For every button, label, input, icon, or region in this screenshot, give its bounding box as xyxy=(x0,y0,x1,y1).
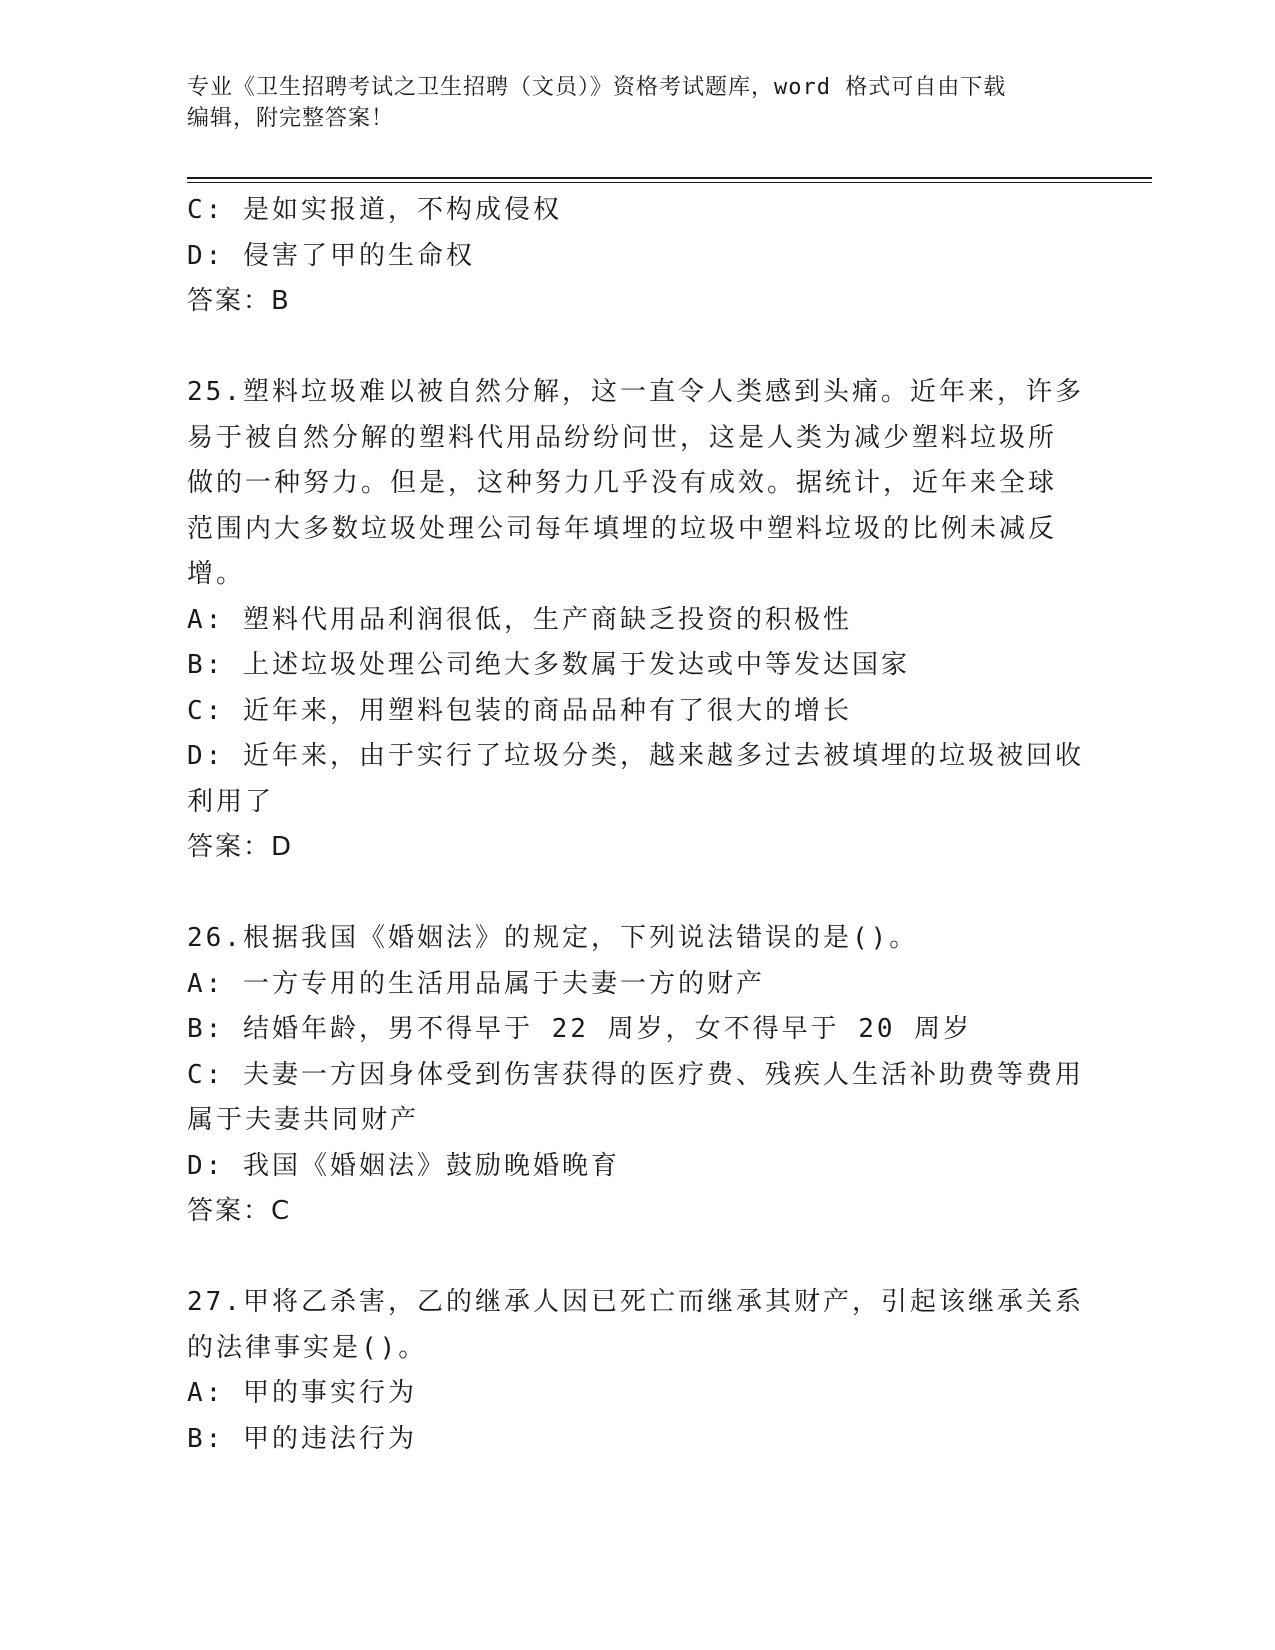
option-b: B: 甲的违法行为 xyxy=(187,1423,417,1454)
header-line-2: 编辑，附完整答案！ xyxy=(187,106,395,131)
header-line-1: 专业《卫生招聘考试之卫生招聘（文员）》资格考试题库，word 格式可自由下载 xyxy=(187,75,1007,100)
header-divider-thin xyxy=(187,182,1152,183)
question-25 xyxy=(187,370,1087,871)
question-stem-line: 的法律事实是()。 xyxy=(187,1332,428,1363)
answer-line: 答案：C xyxy=(187,1196,292,1226)
option-c: C: 近年来，用塑料包装的商品品种有了很大的增长 xyxy=(187,695,852,726)
option-a: A: 甲的事实行为 xyxy=(187,1378,417,1408)
question-stem-line: 做的一种努力。但是，这种努力几乎没有成效。据统计，近年来全球 xyxy=(187,468,1058,498)
answer-line: 答案：B xyxy=(187,286,291,316)
option-a: A: 塑料代用品利润很低，生产商缺乏投资的积极性 xyxy=(187,604,852,635)
option-b: B: 上述垃圾处理公司绝大多数属于发达或中等发达国家 xyxy=(187,650,910,680)
option-b: B: 结婚年龄，男不得早于 22 周岁，女不得早于 20 周岁 xyxy=(187,1014,973,1044)
header-divider-thick xyxy=(187,177,1152,179)
question-26 xyxy=(187,916,1087,1235)
question-content xyxy=(187,188,1087,1462)
option-d: D: 我国《婚姻法》鼓励晚婚晚育 xyxy=(187,1150,620,1181)
document-header xyxy=(187,72,1067,134)
option-c-continued: 属于夫妻共同财产 xyxy=(187,1105,420,1135)
spacer xyxy=(187,871,1087,917)
option-d: D: 侵害了甲的生命权 xyxy=(187,240,475,271)
question-stem-line: 易于被自然分解的塑料代用品纷纷问世，这是人类为减少塑料垃圾所 xyxy=(187,422,1058,453)
question-stem-line: 增。 xyxy=(187,559,246,589)
option-d-continued: 利用了 xyxy=(187,786,275,817)
question-stem-line: 27.甲将乙杀害，乙的继承人因已死亡而继承其财产，引起该继承关系 xyxy=(187,1287,1084,1317)
question-27 xyxy=(187,1280,1087,1462)
option-a: A: 一方专用的生活用品属于夫妻一方的财产 xyxy=(187,968,765,999)
question-stem-line: 25.塑料垃圾难以被自然分解，这一直令人类感到头痛。近年来，许多 xyxy=(187,377,1084,407)
question-24-tail xyxy=(187,188,1087,325)
option-c: C: 是如实报道，不构成侵权 xyxy=(187,195,562,225)
question-stem-line: 范围内大多数垃圾处理公司每年填埋的垃圾中塑料垃圾的比例未减反 xyxy=(187,513,1058,544)
option-d: D: 近年来，由于实行了垃圾分类，越来越多过去被填埋的垃圾被回收 xyxy=(187,741,1084,771)
option-c: C: 夫妻一方因身体受到伤害获得的医疗费、残疾人生活补助费等费用 xyxy=(187,1059,1084,1090)
spacer xyxy=(187,325,1087,371)
question-stem: 26.根据我国《婚姻法》的规定，下列说法错误的是()。 xyxy=(187,923,919,953)
answer-line: 答案：D xyxy=(187,832,294,862)
spacer xyxy=(187,1235,1087,1281)
